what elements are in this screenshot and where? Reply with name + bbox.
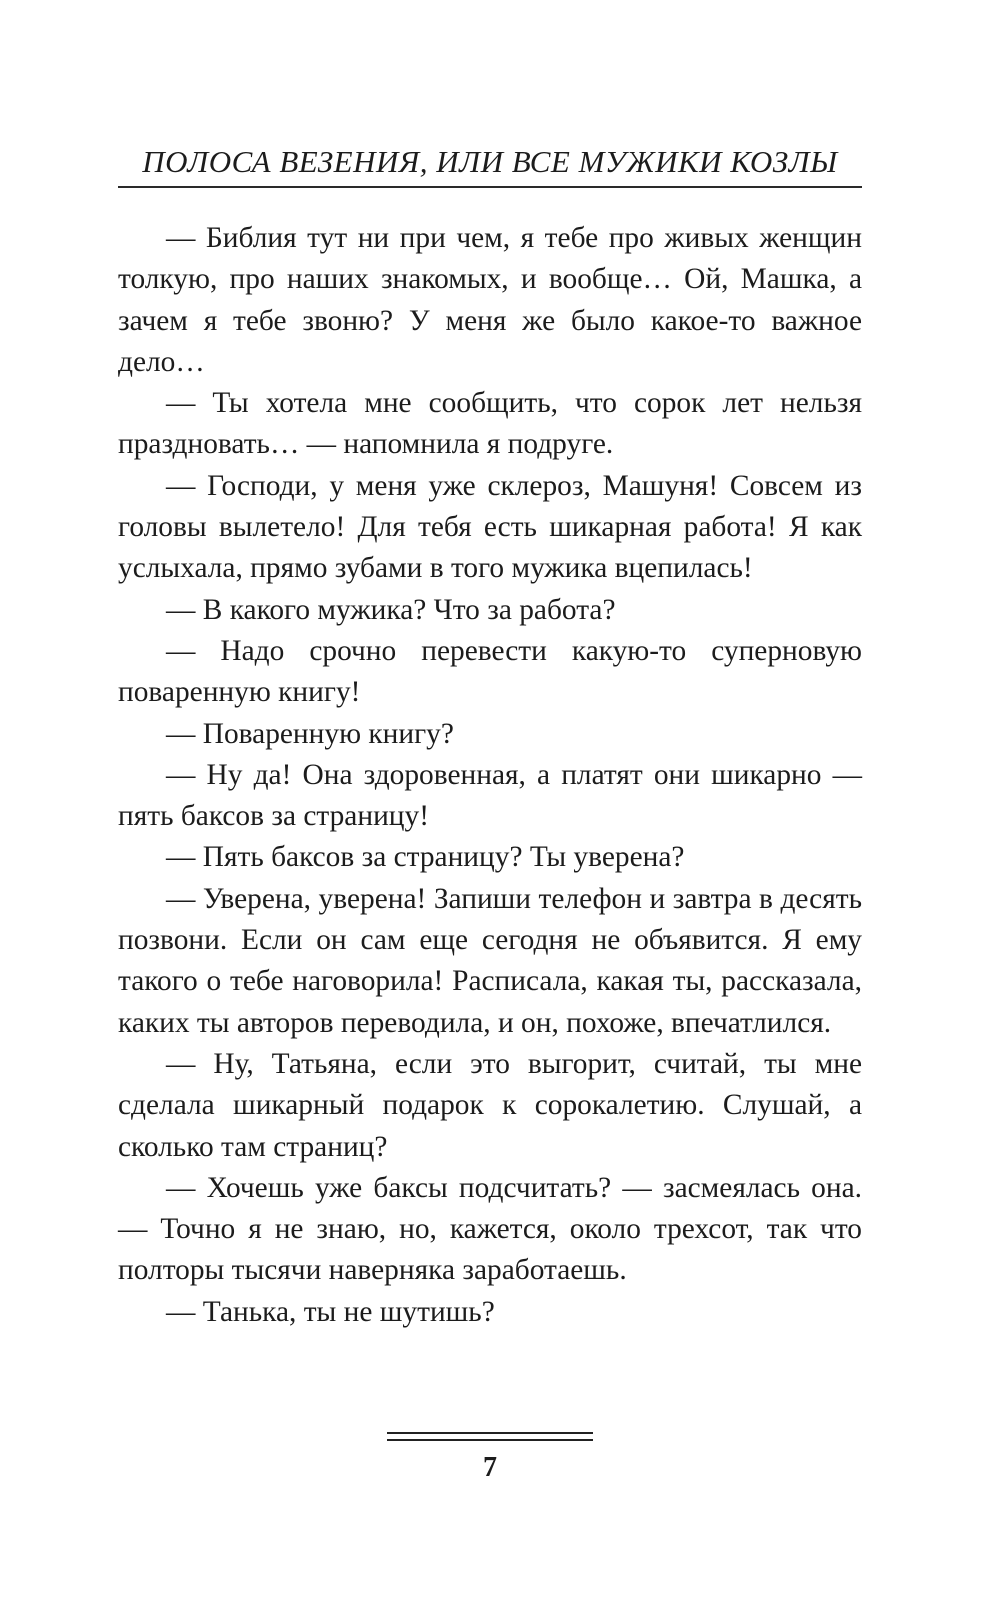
paragraph: — Хочешь уже баксы подсчитать? — засмеялась она. — Точно я не знаю, но, кажется, около трехсот, так что полторы тысячи наверняка заработаешь. [118,1171,862,1287]
paragraph: — Танька, ты не шутишь? [166,1295,495,1328]
paragraph: — В какого мужика? Что за работа? [166,593,616,626]
paragraph: — Поваренную книгу? [166,717,454,750]
header-rule [118,186,862,188]
paragraph: — Ну да! Она здоровенная, а платят они шикарно — пять баксов за страницу! [118,758,862,833]
running-head: ПОЛОСА ВЕЗЕНИЯ, ИЛИ ВСЕ МУЖИКИ КОЗЛЫ [142,144,838,179]
footer-double-rule [387,1432,593,1441]
paragraph: — Библия тут ни при чем, я тебе про живых женщин толкую, про наших знакомых, и вообще… Ой, Машка, а зачем я тебе звоню? У меня же было какое-то важное дело… [118,222,862,378]
paragraph: — Надо срочно перевести какую-то суперновую поваренную книгу! [118,634,862,709]
paragraph: — Господи, у меня уже склероз, Машуня! Совсем из головы вылетело! Для тебя есть шикарная работа! Я как услыхала, прямо зубами в того мужика вцепилась! [118,469,862,585]
paragraph: — Пять баксов за страницу? Ты уверена? [166,841,685,874]
paragraph: — Уверена, уверена! Запиши телефон и завтра в десять позвони. Если он сам еще сегодня не объявится. Я ему такого о тебе наговорила! Расписала, какая ты, рассказала, каких ты авторов переводила, и он, похоже, впечатлился. [118,882,862,1039]
body-text [118,218,862,1333]
paragraph: — Ну, Татьяна, если это выгорит, считай, ты мне сделала шикарный подарок к сорокалетию. Слушай, а сколько там страниц? [118,1047,862,1163]
paragraph: — Ты хотела мне сообщить, что сорок лет нельзя праздновать… — напомнила я подруге. [118,387,862,461]
page-number: 7 [483,1452,497,1483]
